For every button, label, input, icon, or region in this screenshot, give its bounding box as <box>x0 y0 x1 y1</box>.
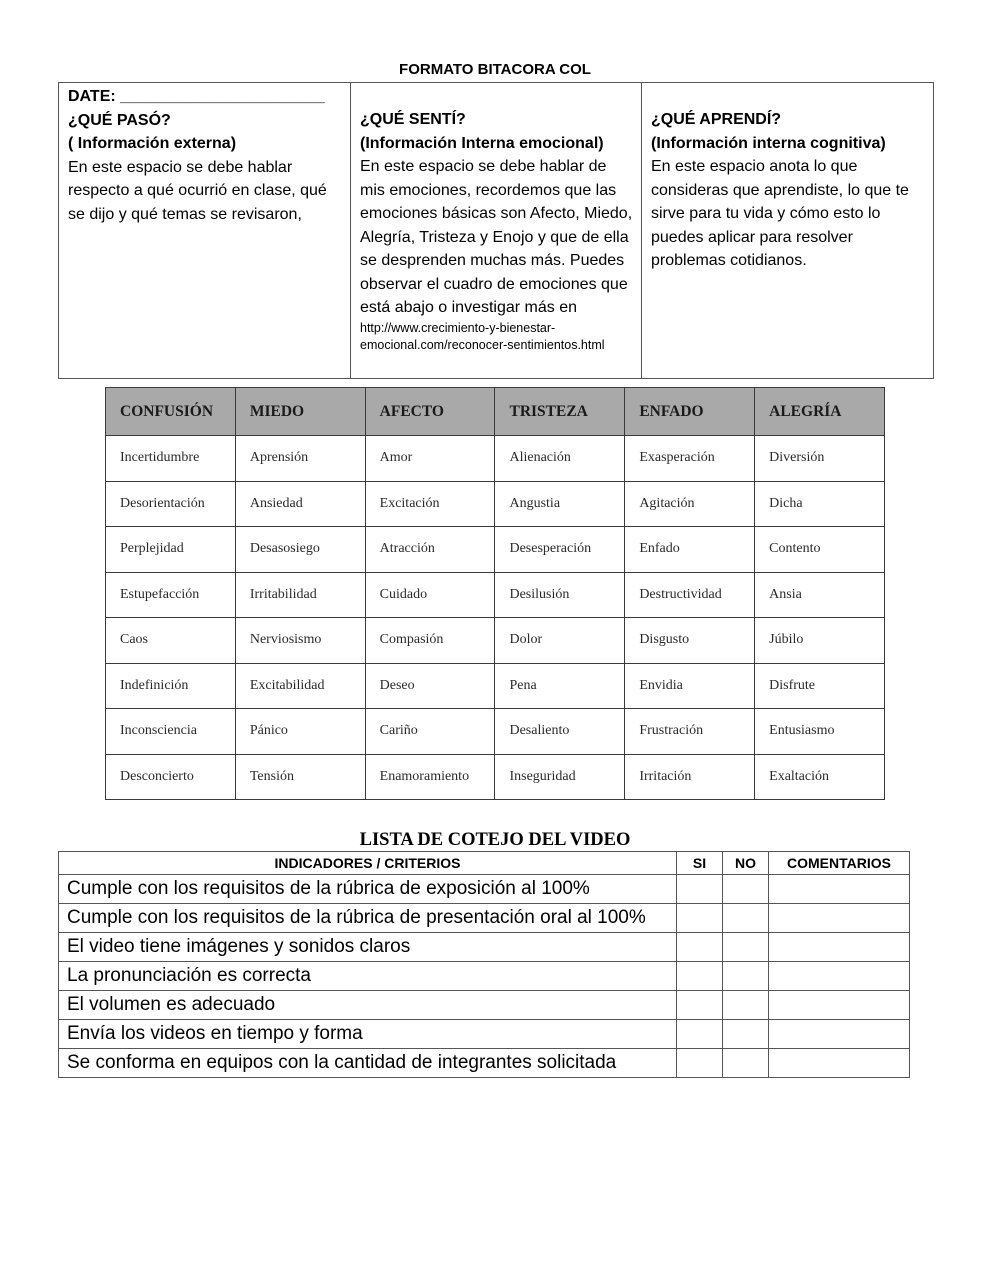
emotions-header-row <box>106 388 885 436</box>
emotion-cell: Ansiedad <box>235 481 365 527</box>
emotion-cell: Desconcierto <box>106 754 236 800</box>
criteria-header: INDICADORES / CRITERIOS <box>59 852 677 875</box>
que-paso-text: En este espacio se debe hablar respecto a qué ocurrió en clase, qué se dijo y qué temas se revisaron, <box>68 158 327 223</box>
emotion-cell: Deseo <box>365 663 495 709</box>
no-checkbox-cell[interactable] <box>723 1020 769 1049</box>
emotion-cell: Perplejidad <box>106 527 236 573</box>
emotion-cell: Estupefacción <box>106 572 236 618</box>
que-aprendi-cell <box>642 83 934 379</box>
emotion-cell: Excitación <box>365 481 495 527</box>
comments-header: COMENTARIOS <box>769 852 910 875</box>
no-checkbox-cell[interactable] <box>723 904 769 933</box>
emotion-cell: Excitabilidad <box>235 663 365 709</box>
document-title: FORMATO BITACORA COL <box>399 61 591 78</box>
emotions-row <box>106 527 885 573</box>
yes-checkbox-cell[interactable] <box>677 1049 723 1078</box>
emotion-cell: Incertidumbre <box>106 436 236 482</box>
emotion-cell: Alienación <box>495 436 625 482</box>
criterion-text: Cumple con los requisitos de la rúbrica de presentación oral al 100% <box>59 904 677 933</box>
no-checkbox-cell[interactable] <box>723 991 769 1020</box>
emotion-cell: Contento <box>755 527 885 573</box>
comments-cell[interactable] <box>769 1049 910 1078</box>
emotion-cell: Ansia <box>755 572 885 618</box>
emotion-cell: Dicha <box>755 481 885 527</box>
que-senti-subheading: (Información Interna emocional) <box>360 134 604 152</box>
criterion-text: Envía los videos en tiempo y forma <box>59 1020 677 1049</box>
emotion-cell: Envidia <box>625 663 755 709</box>
criterion-text: El video tiene imágenes y sonidos claros <box>59 933 677 962</box>
emotion-cell: Desorientación <box>106 481 236 527</box>
checklist-row <box>59 875 910 904</box>
criterion-text: Cumple con los requisitos de la rúbrica de exposición al 100% <box>59 875 677 904</box>
emotion-cell: Pena <box>495 663 625 709</box>
emotion-cell: Pánico <box>235 709 365 755</box>
emotion-cell: Inconsciencia <box>106 709 236 755</box>
emotion-cell: Cuidado <box>365 572 495 618</box>
yes-checkbox-cell[interactable] <box>677 875 723 904</box>
bitacora-table <box>58 82 934 379</box>
emotion-cell: Júbilo <box>755 618 885 664</box>
emotion-cell: Disfrute <box>755 663 885 709</box>
emotion-cell: Nerviosismo <box>235 618 365 664</box>
emotion-cell: Desaliento <box>495 709 625 755</box>
yes-checkbox-cell[interactable] <box>677 991 723 1020</box>
checklist-header-row <box>59 852 910 875</box>
comments-cell[interactable] <box>769 904 910 933</box>
que-senti-text: En este espacio se debe hablar de mis emociones, recordemos que las emociones básicas son Afecto, Miedo, Alegría, Tristeza y Enojo y que de ella se desprenden muchas más. Puedes observar el cuadro de emociones que está abajo o investigar más en <box>360 158 633 316</box>
emotions-table <box>105 387 885 800</box>
yes-checkbox-cell[interactable] <box>677 1020 723 1049</box>
que-paso-cell <box>59 83 351 379</box>
emotions-row <box>106 436 885 482</box>
no-header: NO <box>723 852 769 875</box>
emotions-header-cell: MIEDO <box>235 388 365 436</box>
criterion-text: La pronunciación es correcta <box>59 962 677 991</box>
emotion-cell: Entusiasmo <box>755 709 885 755</box>
emotion-cell: Desasosiego <box>235 527 365 573</box>
emotion-cell: Amor <box>365 436 495 482</box>
emotion-cell: Cariño <box>365 709 495 755</box>
emotions-row <box>106 663 885 709</box>
comments-cell[interactable] <box>769 962 910 991</box>
comments-cell[interactable] <box>769 875 910 904</box>
emotion-cell: Enfado <box>625 527 755 573</box>
comments-cell[interactable] <box>769 933 910 962</box>
no-checkbox-cell[interactable] <box>723 1049 769 1078</box>
comments-cell[interactable] <box>769 991 910 1020</box>
checklist-row <box>59 933 910 962</box>
checklist-row <box>59 904 910 933</box>
emotions-header-cell: CONFUSIÓN <box>106 388 236 436</box>
emotion-cell: Agitación <box>625 481 755 527</box>
emotion-cell: Compasión <box>365 618 495 664</box>
emotion-cell: Tensión <box>235 754 365 800</box>
emotion-cell: Irritación <box>625 754 755 800</box>
emotions-row <box>106 754 885 800</box>
emotion-cell: Irritabilidad <box>235 572 365 618</box>
emotion-cell: Enamoramiento <box>365 754 495 800</box>
no-checkbox-cell[interactable] <box>723 875 769 904</box>
que-aprendi-heading: ¿QUÉ APRENDÍ? <box>651 111 782 128</box>
emotion-cell: Desilusión <box>495 572 625 618</box>
emotion-cell: Destructividad <box>625 572 755 618</box>
emotions-header-cell: ENFADO <box>625 388 755 436</box>
emotion-cell: Diversión <box>755 436 885 482</box>
emotions-row <box>106 618 885 664</box>
yes-checkbox-cell[interactable] <box>677 904 723 933</box>
emotion-cell: Exasperación <box>625 436 755 482</box>
yes-header: SI <box>677 852 723 875</box>
criterion-text: Se conforma en equipos con la cantidad de integrantes solicitada <box>59 1049 677 1078</box>
que-senti-cell <box>351 83 642 379</box>
emotion-cell: Aprensión <box>235 436 365 482</box>
emotion-cell: Inseguridad <box>495 754 625 800</box>
checklist-row <box>59 991 910 1020</box>
que-paso-subheading: ( Información externa) <box>68 135 237 152</box>
yes-checkbox-cell[interactable] <box>677 962 723 991</box>
emotion-cell: Frustración <box>625 709 755 755</box>
emotion-cell: Caos <box>106 618 236 664</box>
date-field-label: DATE: _______________________ <box>68 88 325 105</box>
comments-cell[interactable] <box>769 1020 910 1049</box>
emotion-cell: Atracción <box>365 527 495 573</box>
emotion-cell: Disgusto <box>625 618 755 664</box>
emotion-cell: Dolor <box>495 618 625 664</box>
emotions-header-cell: ALEGRÍA <box>755 388 885 436</box>
que-aprendi-subheading: (Información interna cognitiva) <box>651 134 886 152</box>
emotion-cell: Indefinición <box>106 663 236 709</box>
que-senti-heading: ¿QUÉ SENTÍ? <box>360 111 466 128</box>
que-aprendi-text: En este espacio anota lo que consideras que aprendiste, lo que te sirve para tu vida y cómo esto lo puedes aplicar para resolver problemas cotidianos. <box>651 158 909 269</box>
no-checkbox-cell[interactable] <box>723 962 769 991</box>
emotion-cell: Desesperación <box>495 527 625 573</box>
emotions-header-cell: TRISTEZA <box>495 388 625 436</box>
que-paso-heading: ¿QUÉ PASÓ? <box>68 111 171 129</box>
emotion-cell: Exaltación <box>755 754 885 800</box>
checklist-table <box>58 851 910 1078</box>
criterion-text: El volumen es adecuado <box>59 991 677 1020</box>
checklist-title: LISTA DE COTEJO DEL VIDEO <box>359 830 631 850</box>
emotions-reference-link[interactable]: http://www.crecimiento-y-bienestar-emocional.com/reconocer-sentimientos.html <box>360 320 605 352</box>
checklist-row <box>59 962 910 991</box>
emotions-row <box>106 481 885 527</box>
emotions-row <box>106 709 885 755</box>
yes-checkbox-cell[interactable] <box>677 933 723 962</box>
emotions-row <box>106 572 885 618</box>
no-checkbox-cell[interactable] <box>723 933 769 962</box>
checklist-row <box>59 1020 910 1049</box>
checklist-row <box>59 1049 910 1078</box>
emotions-header-cell: AFECTO <box>365 388 495 436</box>
emotion-cell: Angustia <box>495 481 625 527</box>
